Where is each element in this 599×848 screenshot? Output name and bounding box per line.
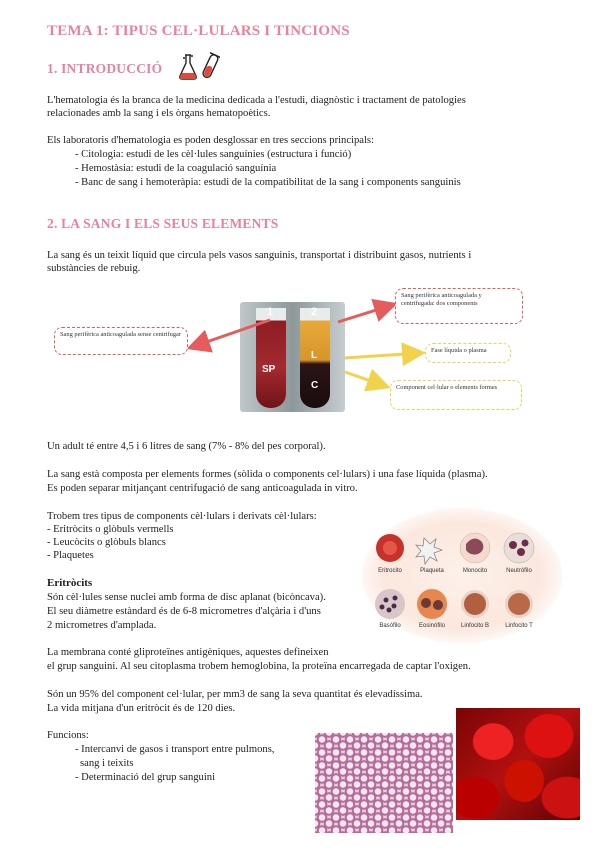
callout-cellular: Component cel·lular o elements formes bbox=[390, 380, 522, 410]
linfocito-b-drawing bbox=[461, 590, 489, 618]
cell-label-plaqueta: Plaqueta bbox=[420, 568, 444, 574]
cell-label-neutrofilo: Neutrófilo bbox=[506, 568, 532, 574]
tube-2-label: 2 bbox=[311, 306, 318, 318]
eosinofilo-drawing bbox=[417, 589, 447, 619]
section-heading-introduccio: 1. INTRODUCCIÓ bbox=[47, 61, 163, 76]
arrow-top-right bbox=[338, 305, 392, 322]
list-item-hemostasia: - Hemostàsia: estudi de la coagulació sanguínia bbox=[75, 163, 277, 174]
type-leucocits: - Leucòcits o glòbuls blancs bbox=[47, 537, 166, 548]
cell-label-linfocito-b: Linfocito B bbox=[460, 623, 490, 629]
funcio-intercanvi-cont: sang i teixits bbox=[80, 758, 134, 769]
membrana-line1: La membrana conté gliproteïnes antigèniques, aquestes defineixen bbox=[47, 647, 329, 658]
membrana-line2: el grup sanguini. Al seu citoplasma trobem hemoglobina, la proteïna encarregada de captar l'oxigen. bbox=[47, 661, 471, 672]
percent-line2: La vida mitjana d'un eritròcit és de 120 dies. bbox=[47, 703, 236, 714]
labs-paragraph: Els laboratoris d'hematologia es poden desglossar en tres seccions principals: bbox=[47, 135, 374, 146]
adult-blood-volume: Un adult té entre 4,5 i 6 litres de sang (7% - 8% del pes corporal). bbox=[47, 441, 326, 452]
eritrocito-drawing bbox=[376, 534, 404, 562]
red-blood-cells-image bbox=[456, 708, 580, 820]
lab-icons bbox=[176, 52, 220, 82]
funcions-heading: Funcions: bbox=[47, 730, 89, 741]
sang-paragraph-line2: substàncies de rebuig. bbox=[47, 263, 141, 274]
flask-icon bbox=[180, 55, 197, 79]
list-item-banc-sang: - Banc de sang i hemoteràpia: estudi de la compatibilitat de la sang i components sanguinis bbox=[75, 177, 461, 188]
funcio-grup-sanguini: - Determinació del grup sanguini bbox=[75, 772, 216, 783]
funcio-intercanvi: - Intercanvi de gasos i transport entre pulmons, bbox=[75, 744, 275, 755]
section-heading-sang: 2. LA SANG I ELS SEUS ELEMENTS bbox=[47, 216, 279, 231]
cell-label-monocito: Monocito bbox=[462, 568, 488, 574]
composition-line1: La sang està composta per elements formes (sòlida o components cel·lulars) i una fase líquida (plasma). bbox=[47, 469, 488, 480]
cell-label-basofilo: Basófilo bbox=[379, 623, 401, 629]
sang-paragraph-line1: La sang és un teixit líquid que circula pels vasos sanguinis, transportat i distribuint gasos, nutrients i bbox=[47, 250, 472, 261]
tube-c-label: C bbox=[311, 380, 319, 391]
eritrocits-line2: El seu diàmetre estàndard és de 6-8 micrometres d'alçària i d'uns bbox=[47, 606, 321, 617]
tube-1-label: 1 bbox=[267, 306, 274, 318]
arrow-mid-right bbox=[345, 353, 420, 358]
plaqueta-drawing bbox=[416, 538, 442, 564]
tube-sp-label: SP bbox=[262, 364, 276, 375]
cell-label-linfocito-t: Linfocito T bbox=[505, 623, 533, 629]
type-plaquetes: - Plaquetes bbox=[47, 550, 94, 561]
percent-line1: Són un 95% del component cel·lular, per mm3 de sang la seva quantitat és elevadíssima. bbox=[47, 689, 423, 700]
linfocito-t-drawing bbox=[505, 590, 533, 618]
eritrocits-line1: Són cèl·lules sense nuclei amb forma de disc aplanat (bicòncava). bbox=[47, 592, 326, 603]
list-item-citologia: - Citologia: estudi de les cèl·lules sanguínies (estructura i funció) bbox=[75, 149, 352, 160]
callout-plasma: Fase líquida o plasma bbox=[425, 343, 511, 363]
cell-label-eosinofilo: Eosinófilo bbox=[418, 623, 445, 629]
callout-unspun-blood: Sang perifèrica anticoagulada sense centrifugar bbox=[54, 327, 188, 355]
type-eritrocits: - Eritròcits o glòbuls vermells bbox=[47, 524, 174, 535]
arrow-bottom-right bbox=[345, 372, 385, 386]
intro-paragraph-line1: L'hematologia és la branca de la medicina dedicada a l'estudi, diagnòstic i tractament de patologies bbox=[47, 95, 466, 106]
cell-label-eritrocito: Eritrocito bbox=[378, 568, 402, 574]
monocito-drawing bbox=[460, 533, 490, 563]
arrow-left bbox=[192, 320, 270, 347]
eritrocits-line3: 2 micrometres d'amplada. bbox=[47, 620, 157, 631]
blood-smear-image bbox=[315, 733, 453, 833]
types-intro: Trobem tres tipus de components cèl·lulars i derivats cèl·lulars: bbox=[47, 511, 317, 522]
tube-l-label: L bbox=[311, 350, 318, 361]
test-tube-icon bbox=[200, 53, 220, 80]
composition-line2: Es poden separar mitjançant centrifugació de sang anticoagulada in vitro. bbox=[47, 483, 358, 494]
intro-paragraph-line2: relacionades amb la sang i els òrgans hematopoètics. bbox=[47, 108, 271, 119]
callout-spun-blood: Sang perifèrica anticoagulada y centrifugada: dos components bbox=[395, 288, 523, 324]
page-title: TEMA 1: TIPUS CEL·LULARS I TINCIONS bbox=[47, 23, 350, 39]
neutrofilo-drawing bbox=[504, 533, 534, 563]
basofilo-drawing bbox=[375, 589, 405, 619]
eritrocits-heading: Eritròcits bbox=[47, 577, 93, 589]
